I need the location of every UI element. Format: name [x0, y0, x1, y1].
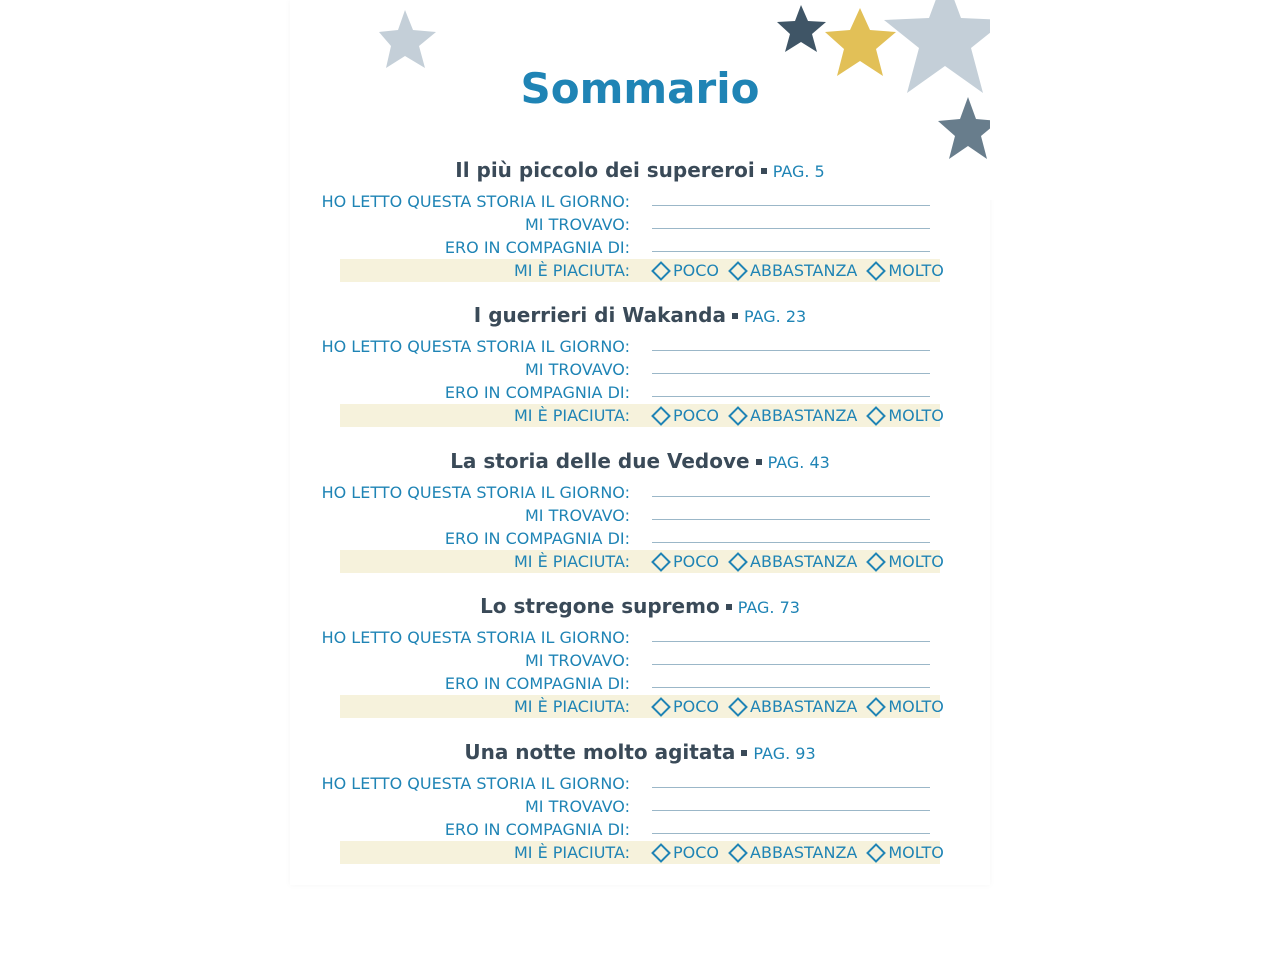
- field-row-place: [340, 795, 940, 818]
- rating-option-poco[interactable]: [650, 259, 719, 282]
- field-label: MI TROVAVO:: [524, 651, 630, 670]
- story-entry: [321, 447, 944, 577]
- story-page-number: PAG. 23: [743, 307, 807, 326]
- field-label: ERO IN COMPAGNIA DI:: [444, 674, 630, 693]
- rating-option-label: MOLTO: [888, 406, 944, 425]
- rating-row: [340, 695, 944, 718]
- diamond-checkbox-icon[interactable]: [651, 406, 671, 426]
- page-edge-mask: [990, 0, 1280, 200]
- story-heading: [340, 592, 940, 622]
- diamond-checkbox-icon[interactable]: [866, 697, 886, 717]
- rating-option-poco[interactable]: [650, 841, 719, 864]
- field-row-date: [321, 626, 940, 649]
- field-row-company: [340, 527, 940, 550]
- rating-option-label: ABBASTANZA: [750, 697, 858, 716]
- rating-option-label: MOLTO: [888, 261, 944, 280]
- field-row-company: [340, 672, 940, 695]
- field-row-date: [321, 772, 940, 795]
- field-row-company: [340, 381, 940, 404]
- field-label: HO LETTO QUESTA STORIA IL GIORNO:: [321, 337, 630, 356]
- bullet-icon: [761, 168, 767, 174]
- rating-option-label: POCO: [673, 843, 720, 862]
- rating-row: [340, 550, 944, 573]
- rating-option-molto[interactable]: [865, 550, 943, 573]
- diamond-checkbox-icon[interactable]: [728, 552, 748, 572]
- story-title: Il più piccolo dei supereroi: [455, 158, 755, 182]
- rating-option-poco[interactable]: [650, 695, 719, 718]
- field-label: ERO IN COMPAGNIA DI:: [444, 238, 630, 257]
- story-title: Una notte molto agitata: [464, 740, 736, 764]
- field-label: MI TROVAVO:: [524, 360, 630, 379]
- rating-option-label: POCO: [673, 406, 720, 425]
- field-row-place: [340, 504, 940, 527]
- rating-option-molto[interactable]: [865, 259, 943, 282]
- bullet-icon: [741, 750, 747, 756]
- write-line-place[interactable]: [652, 664, 930, 665]
- field-label: HO LETTO QUESTA STORIA IL GIORNO:: [321, 774, 630, 793]
- story-title: I guerrieri di Wakanda: [473, 303, 726, 327]
- diamond-checkbox-icon[interactable]: [866, 261, 886, 281]
- field-label: HO LETTO QUESTA STORIA IL GIORNO:: [321, 483, 630, 502]
- rating-row: [340, 404, 944, 427]
- rating-option-abbastanza[interactable]: [727, 695, 857, 718]
- rating-label: MI È PIACIUTA:: [513, 552, 630, 571]
- rating-options: [650, 404, 952, 427]
- rating-label: MI È PIACIUTA:: [513, 406, 630, 425]
- field-row-company: [340, 236, 940, 259]
- rating-option-label: POCO: [673, 261, 720, 280]
- diamond-checkbox-icon[interactable]: [866, 406, 886, 426]
- rating-options: [650, 550, 952, 573]
- story-heading: [340, 156, 940, 186]
- diamond-checkbox-icon[interactable]: [728, 261, 748, 281]
- field-label: ERO IN COMPAGNIA DI:: [444, 529, 630, 548]
- rating-option-molto[interactable]: [865, 841, 943, 864]
- rating-label: MI È PIACIUTA:: [513, 697, 630, 716]
- write-line-company[interactable]: [652, 542, 930, 543]
- write-line-company[interactable]: [652, 833, 930, 834]
- rating-row: [340, 259, 944, 282]
- bullet-icon: [732, 313, 738, 319]
- rating-option-label: ABBASTANZA: [750, 843, 858, 862]
- story-page-number: PAG. 43: [767, 453, 830, 472]
- story-heading: [340, 738, 940, 768]
- field-label: ERO IN COMPAGNIA DI:: [444, 383, 630, 402]
- rating-option-abbastanza[interactable]: [727, 259, 857, 282]
- diamond-checkbox-icon[interactable]: [866, 843, 886, 863]
- field-label: ERO IN COMPAGNIA DI:: [444, 820, 630, 839]
- rating-option-label: ABBASTANZA: [750, 406, 858, 425]
- field-row-place: [340, 213, 940, 236]
- field-row-company: [340, 818, 940, 841]
- story-heading: [340, 301, 940, 331]
- write-line-place[interactable]: [652, 810, 930, 811]
- field-label: MI TROVAVO:: [524, 506, 630, 525]
- rating-option-label: ABBASTANZA: [750, 261, 858, 280]
- field-row-place: [340, 358, 940, 381]
- rating-option-molto[interactable]: [865, 695, 943, 718]
- field-label: HO LETTO QUESTA STORIA IL GIORNO:: [321, 628, 630, 647]
- rating-option-abbastanza[interactable]: [727, 550, 857, 573]
- rating-option-poco[interactable]: [650, 550, 719, 573]
- field-row-place: [340, 649, 940, 672]
- rating-option-label: MOLTO: [888, 697, 944, 716]
- bullet-icon: [756, 459, 762, 465]
- rating-option-label: POCO: [673, 552, 720, 571]
- write-line-date[interactable]: [652, 205, 930, 206]
- rating-label: MI È PIACIUTA:: [513, 261, 630, 280]
- field-label: HO LETTO QUESTA STORIA IL GIORNO:: [321, 192, 630, 211]
- rating-option-abbastanza[interactable]: [727, 404, 857, 427]
- diamond-checkbox-icon[interactable]: [728, 697, 748, 717]
- rating-label: MI È PIACIUTA:: [513, 843, 630, 862]
- story-entry: [321, 592, 944, 722]
- field-row-date: [321, 190, 940, 213]
- field-label: MI TROVAVO:: [524, 215, 630, 234]
- write-line-company[interactable]: [652, 251, 930, 252]
- write-line-place[interactable]: [652, 519, 930, 520]
- story-page-number: PAG. 73: [737, 598, 800, 617]
- rating-option-label: MOLTO: [888, 552, 944, 571]
- write-line-company[interactable]: [652, 687, 930, 688]
- story-entry: [321, 156, 944, 286]
- field-row-date: [321, 335, 940, 358]
- page-title: Sommario: [520, 64, 760, 113]
- rating-row: [340, 841, 944, 864]
- story-title: La storia delle due Vedove: [450, 449, 750, 473]
- story-entry: [321, 738, 944, 868]
- story-page-number: PAG. 5: [772, 162, 825, 181]
- rating-option-poco[interactable]: [650, 404, 719, 427]
- story-entry: [321, 301, 944, 431]
- rating-options: [650, 259, 952, 282]
- write-line-date[interactable]: [652, 641, 930, 642]
- rating-option-label: ABBASTANZA: [750, 552, 858, 571]
- rating-option-label: POCO: [673, 697, 720, 716]
- write-line-place[interactable]: [652, 373, 930, 374]
- write-line-date[interactable]: [652, 496, 930, 497]
- rating-options: [650, 695, 952, 718]
- diamond-checkbox-icon[interactable]: [866, 552, 886, 572]
- bullet-icon: [726, 604, 732, 610]
- write-line-place[interactable]: [652, 228, 930, 229]
- diamond-checkbox-icon[interactable]: [728, 406, 748, 426]
- diamond-checkbox-icon[interactable]: [651, 261, 671, 281]
- diamond-checkbox-icon[interactable]: [728, 843, 748, 863]
- field-label: MI TROVAVO:: [524, 797, 630, 816]
- story-title: Lo stregone supremo: [480, 594, 720, 618]
- diamond-checkbox-icon[interactable]: [651, 843, 671, 863]
- field-row-date: [321, 481, 940, 504]
- diamond-checkbox-icon[interactable]: [651, 552, 671, 572]
- rating-option-molto[interactable]: [865, 404, 943, 427]
- story-heading: [340, 447, 940, 477]
- rating-option-label: MOLTO: [888, 843, 944, 862]
- story-page-number: PAG. 93: [753, 744, 816, 763]
- rating-option-abbastanza[interactable]: [727, 841, 857, 864]
- write-line-date[interactable]: [652, 787, 930, 788]
- diamond-checkbox-icon[interactable]: [651, 697, 671, 717]
- write-line-date[interactable]: [652, 350, 930, 351]
- write-line-company[interactable]: [652, 396, 930, 397]
- rating-options: [650, 841, 952, 864]
